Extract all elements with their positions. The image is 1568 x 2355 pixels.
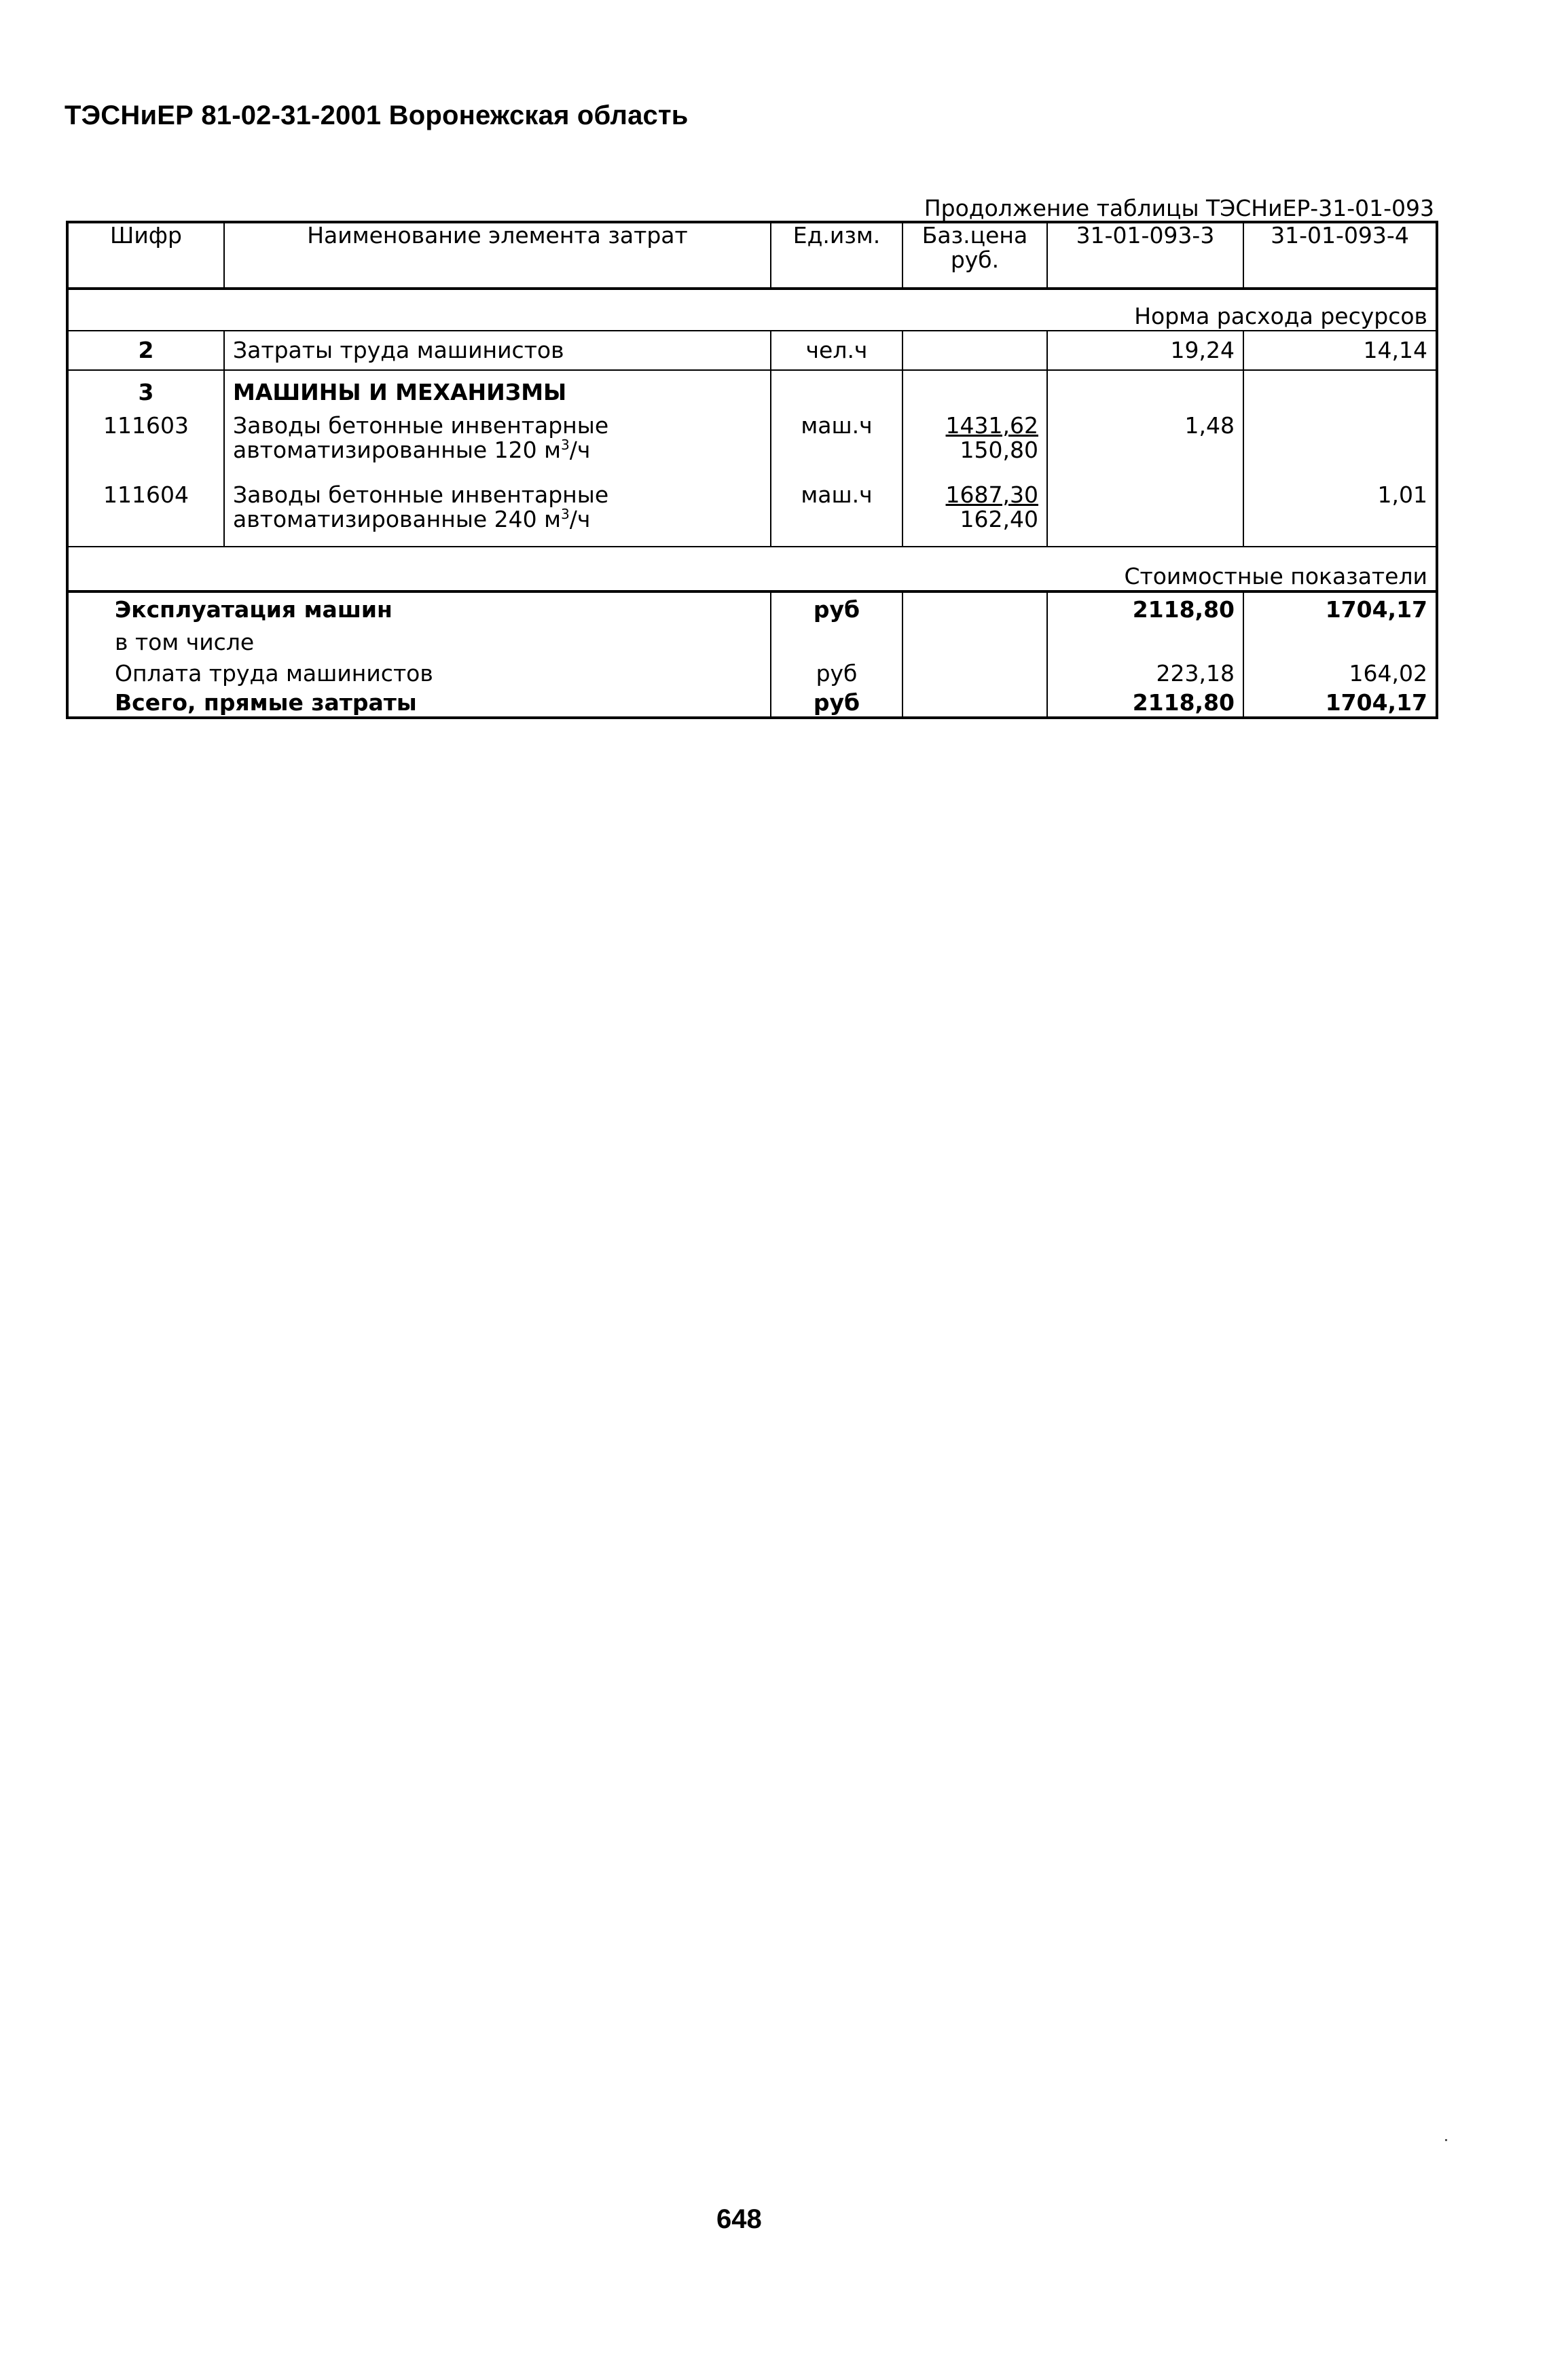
column-header-unit: Ед.изм. <box>771 222 902 289</box>
operator-pay-label: Оплата труда машинистов <box>67 658 771 689</box>
machines-section-row <box>67 370 1437 414</box>
operation-unit: руб <box>771 591 902 627</box>
total-unit: руб <box>771 689 902 718</box>
total-price <box>902 689 1047 718</box>
total-label: Всего, прямые затраты <box>67 689 771 718</box>
document-title: ТЭСНиЕР 81-02-31-2001 Воронежская область <box>65 101 689 130</box>
machines-section-code: 3 <box>67 370 224 414</box>
table-row <box>67 414 1437 483</box>
operation-price <box>902 591 1047 627</box>
operation-value-4: 1704,17 <box>1243 591 1437 627</box>
machines-section-value-4 <box>1243 370 1437 414</box>
including-unit <box>771 627 902 658</box>
labor-value-3: 19,24 <box>1047 331 1243 370</box>
machine-unit: маш.ч <box>771 414 902 483</box>
operator-pay-value-3: 223,18 <box>1047 658 1243 689</box>
operator-pay-value-4: 164,02 <box>1243 658 1437 689</box>
labor-row <box>67 331 1437 370</box>
machine-code: 111603 <box>67 414 224 483</box>
machine-price-total: 1687,30 <box>945 481 1038 508</box>
machine-name-capacity: автоматизированные 120 м <box>233 437 562 463</box>
machine-value-4 <box>1243 414 1437 483</box>
labor-value-4: 14,14 <box>1243 331 1437 370</box>
section-norms-label: Норма расхода ресурсов <box>67 289 1437 331</box>
machine-price-total: 1431,62 <box>945 412 1038 439</box>
operation-value-3: 2118,80 <box>1047 591 1243 627</box>
table-row <box>67 483 1437 547</box>
including-price <box>902 627 1047 658</box>
machine-name-per-hour: /ч <box>569 506 591 532</box>
machine-price <box>902 414 1047 483</box>
table-continuation-note: Продолжение таблицы ТЭСНиЕР-31-01-093 <box>924 195 1434 221</box>
machine-name-line1: Заводы бетонные инвентарные <box>233 412 609 439</box>
machine-name <box>224 483 771 547</box>
scan-speck <box>1445 2139 1447 2141</box>
labor-unit: чел.ч <box>771 331 902 370</box>
machine-name-line2 <box>233 438 762 462</box>
labor-code: 2 <box>67 331 224 370</box>
machine-name-capacity: автоматизированные 240 м <box>233 506 562 532</box>
including-value-4 <box>1243 627 1437 658</box>
labor-name: Затраты труда машинистов <box>224 331 771 370</box>
operator-pay-unit: руб <box>771 658 902 689</box>
column-header-31-01-093-4: 31-01-093-4 <box>1243 222 1437 289</box>
base-price-currency: руб. <box>950 247 1000 273</box>
table-header-row <box>67 222 1437 289</box>
column-header-name: Наименование элемента затрат <box>224 222 771 289</box>
cost-row-operator-pay <box>67 658 1437 689</box>
machine-price-operator-pay: 150,80 <box>960 437 1038 463</box>
superscript-3: 3 <box>561 506 570 522</box>
machines-section-price <box>902 370 1047 414</box>
page-number: 648 <box>716 2204 762 2234</box>
operation-label: Эксплуатация машин <box>67 591 771 627</box>
machine-value-3: 1,48 <box>1047 414 1243 483</box>
machine-name-line2 <box>233 507 762 532</box>
total-value-4: 1704,17 <box>1243 689 1437 718</box>
column-header-code: Шифр <box>67 222 224 289</box>
machine-unit: маш.ч <box>771 483 902 547</box>
machine-price <box>902 483 1047 547</box>
operator-pay-price <box>902 658 1047 689</box>
section-costs-label: Стоимостные показатели <box>67 547 1437 591</box>
section-norms-row <box>67 289 1437 331</box>
machines-section-unit <box>771 370 902 414</box>
machine-value-3 <box>1047 483 1243 547</box>
machine-name-per-hour: /ч <box>569 437 591 463</box>
machines-section-value-3 <box>1047 370 1243 414</box>
column-header-base-price <box>902 222 1047 289</box>
machine-price-operator-pay: 162,40 <box>960 506 1038 532</box>
cost-row-total <box>67 689 1437 718</box>
labor-price <box>902 331 1047 370</box>
machine-name <box>224 414 771 483</box>
including-value-3 <box>1047 627 1243 658</box>
machine-code: 111604 <box>67 483 224 547</box>
including-label: в том числе <box>67 627 771 658</box>
machine-value-4: 1,01 <box>1243 483 1437 547</box>
cost-row-including <box>67 627 1437 658</box>
resource-norms-table <box>66 221 1438 719</box>
superscript-3: 3 <box>561 437 570 453</box>
column-header-31-01-093-3: 31-01-093-3 <box>1047 222 1243 289</box>
section-costs-row <box>67 547 1437 591</box>
cost-row-operation <box>67 591 1437 627</box>
total-value-3: 2118,80 <box>1047 689 1243 718</box>
machines-section-title: МАШИНЫ И МЕХАНИЗМЫ <box>224 370 771 414</box>
base-price-label: Баз.цена <box>922 222 1028 249</box>
machine-name-line1: Заводы бетонные инвентарные <box>233 481 609 508</box>
